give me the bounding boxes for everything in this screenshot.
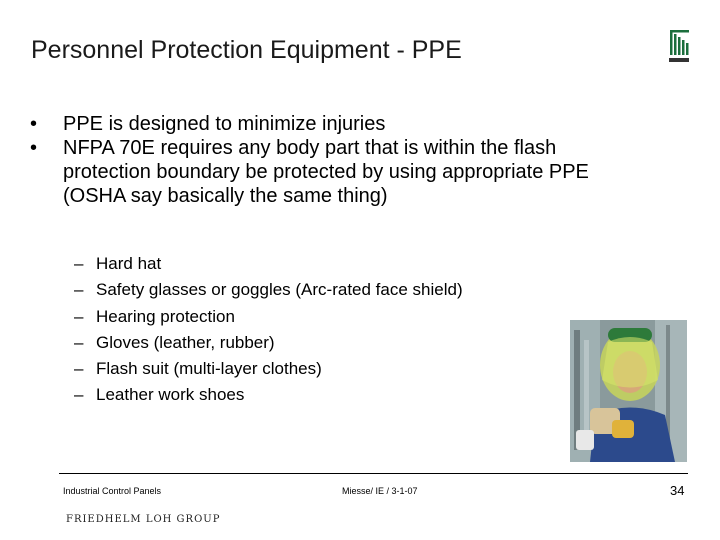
sub-item-text: Gloves (leather, rubber): [96, 332, 275, 352]
sub-marker: –: [74, 332, 84, 352]
sub-item: [74, 330, 463, 356]
sub-marker: –: [74, 359, 84, 379]
sub-marker: –: [74, 254, 84, 273]
sub-item: [74, 304, 463, 330]
sub-item: [74, 251, 463, 277]
bullet-item: [30, 112, 630, 136]
sub-item-text: Hard hat: [96, 254, 162, 273]
sub-marker: –: [74, 385, 84, 405]
sub-marker: –: [74, 280, 84, 300]
sub-item: [74, 277, 463, 303]
sub-item: [74, 382, 463, 408]
footer-title: Industrial Control Panels: [63, 486, 162, 496]
page-number: 34: [670, 483, 685, 498]
bullet-text: PPE is designed to minimize injuries: [63, 113, 386, 135]
sub-marker: –: [74, 306, 84, 326]
sub-item-text: Leather work shoes: [96, 385, 245, 405]
sub-item-list: [74, 251, 463, 409]
worker-in-ppe-photo: [570, 320, 687, 462]
sub-item: [74, 356, 463, 382]
rittal-logo-icon: [667, 28, 691, 66]
bullet-text: NFPA 70E requires any body part that is within the flash protection boundary be protected by using appropriate PPE (OSHA say basically the same thing): [63, 137, 589, 207]
footer-divider: [59, 473, 688, 474]
sub-item-text: Flash suit (multi-layer clothes): [96, 359, 322, 379]
sub-item-text: Hearing protection: [96, 306, 235, 326]
bullet-marker: •: [30, 113, 38, 135]
bullet-list: [30, 112, 630, 208]
bullet-item: [30, 136, 630, 208]
slide-title: Personnel Protection Equipment - PPE: [31, 36, 462, 64]
footer-author-date: Miesse/ IE / 3-1-07: [342, 486, 418, 496]
sub-item-text: Safety glasses or goggles (Arc-rated face shield): [96, 280, 463, 300]
bullet-marker: •: [30, 137, 38, 159]
friedhelm-loh-group-logo: FRIEDHELM LOH GROUP: [66, 514, 221, 525]
